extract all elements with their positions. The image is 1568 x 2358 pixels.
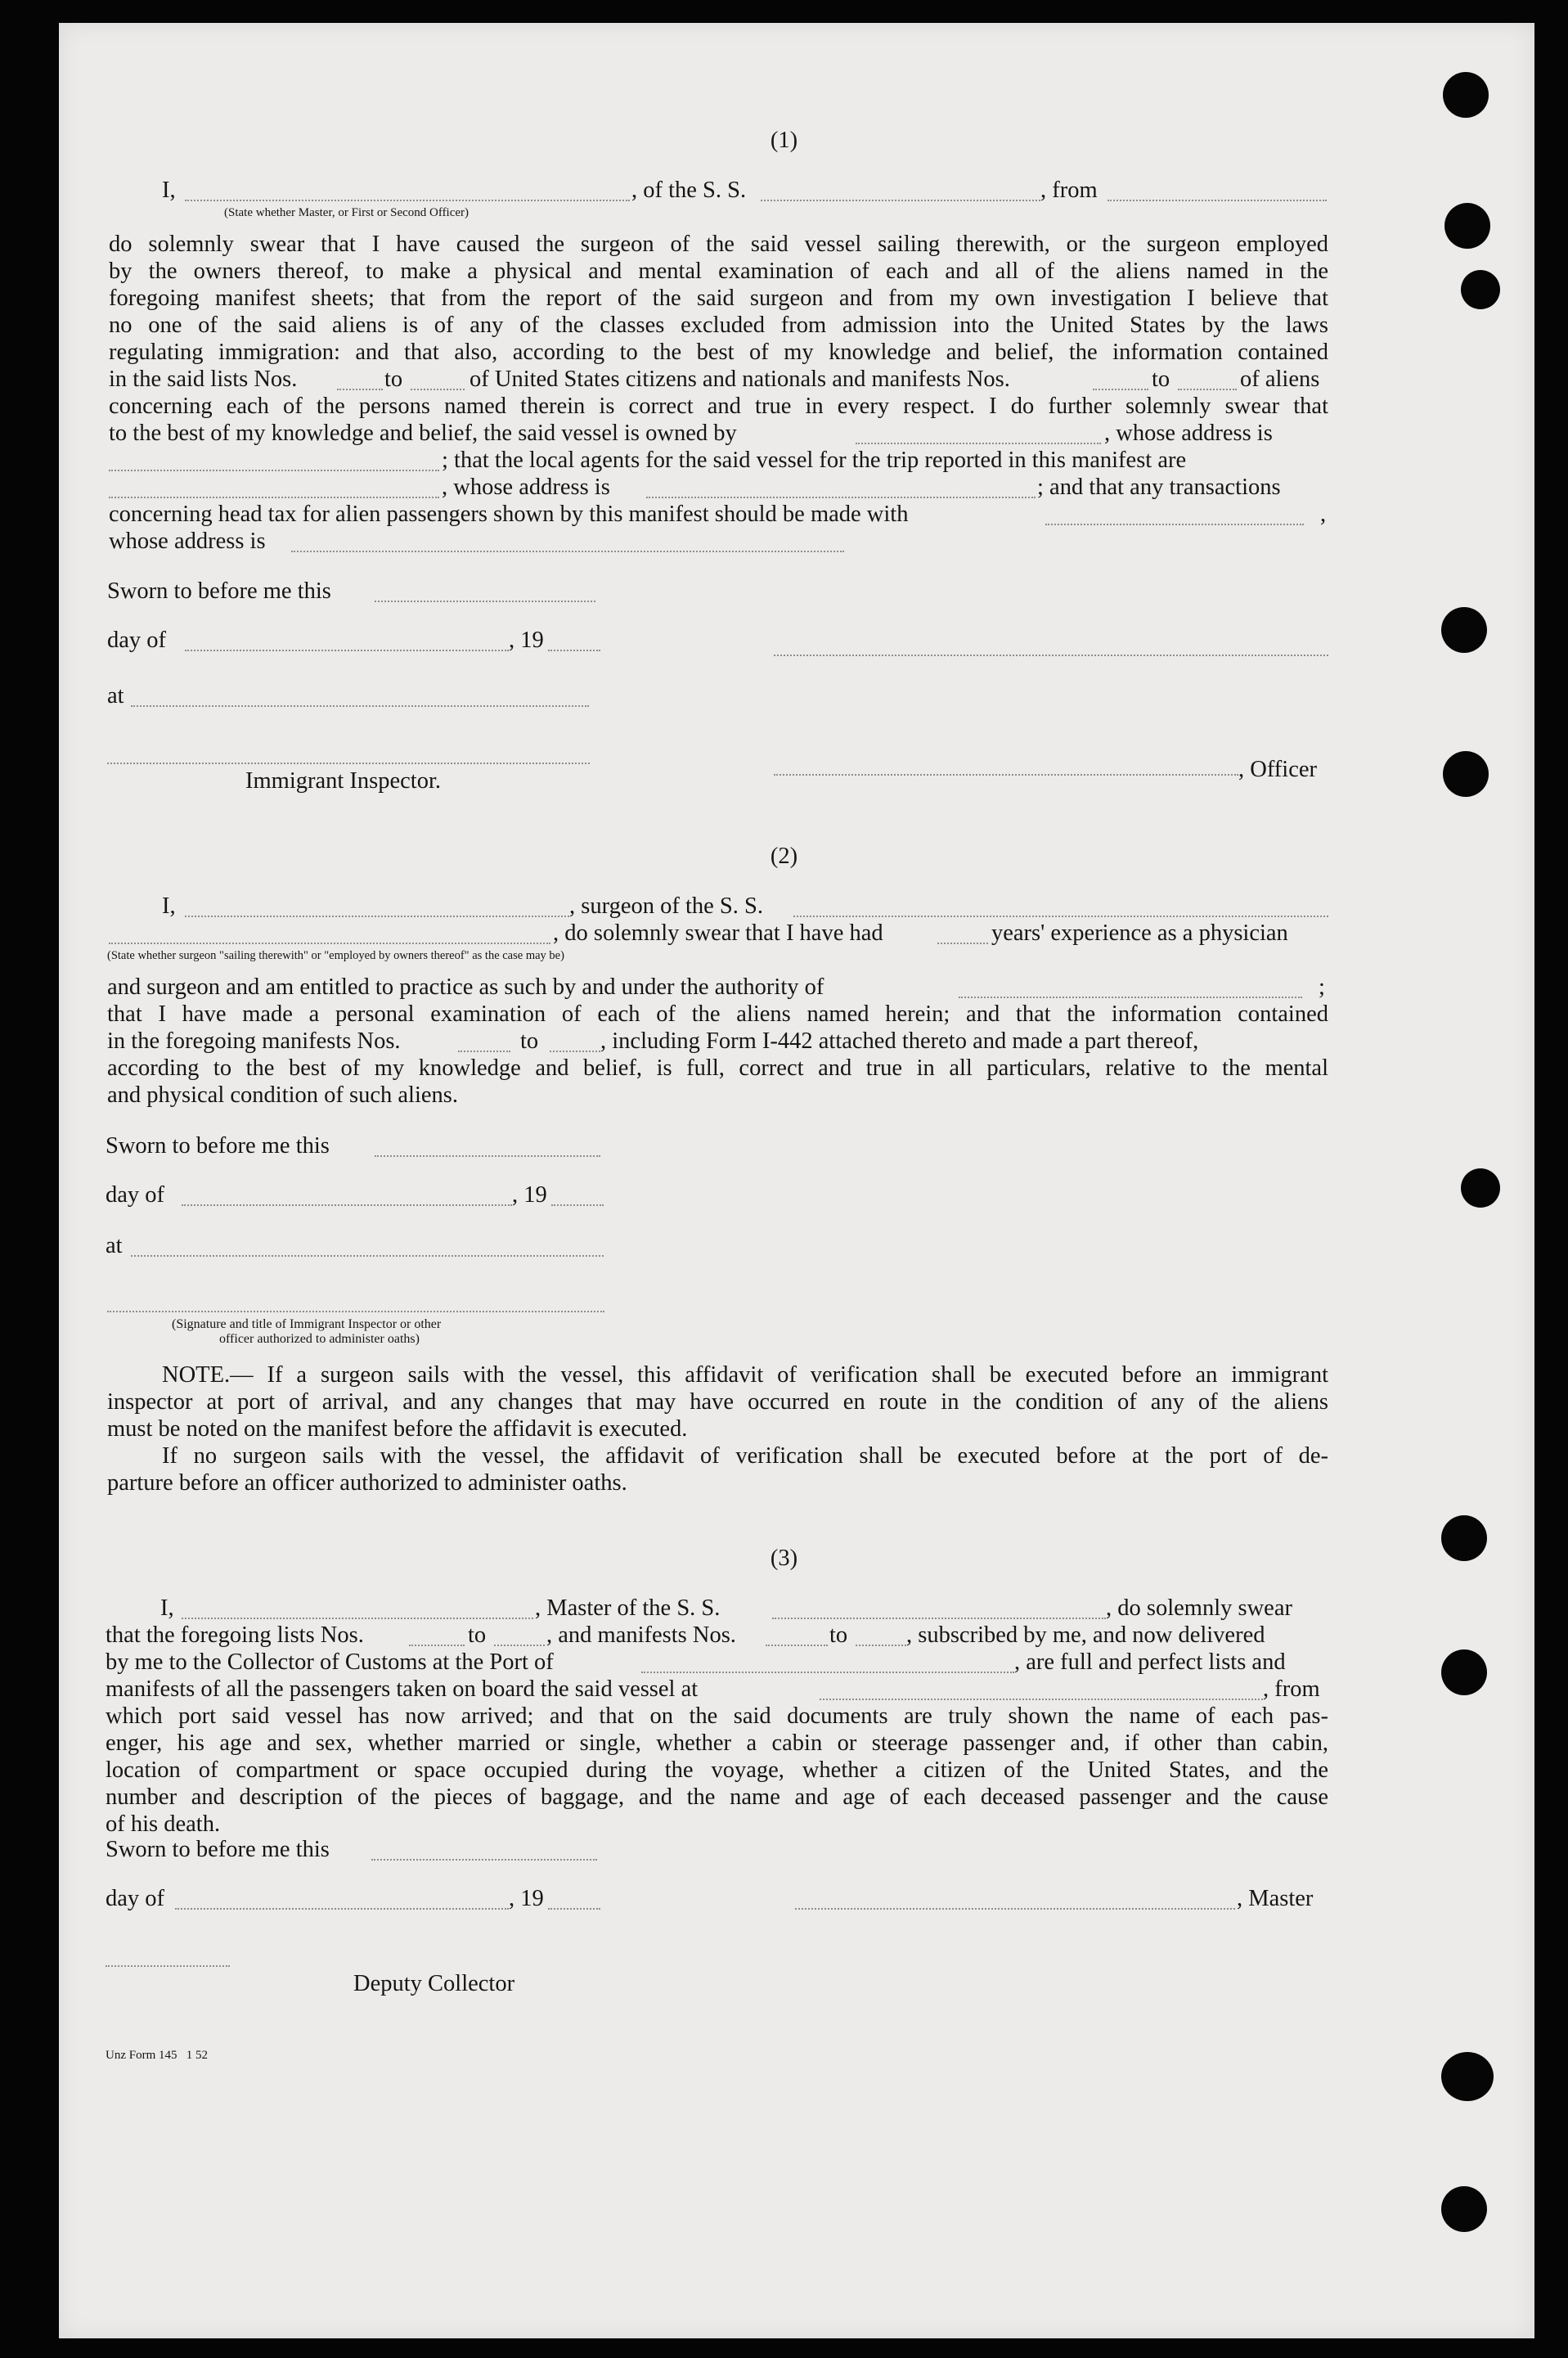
- s1-owner-address-field[interactable]: [109, 470, 439, 471]
- s1-line-11b: ,: [1320, 502, 1327, 527]
- binder-hole-2: [1444, 203, 1490, 249]
- s1-line-10a: , whose address is: [442, 475, 610, 500]
- s2-swear: , do solemnly swear that I have had: [553, 920, 883, 946]
- s1-officer-field[interactable]: [185, 200, 630, 201]
- s1-line-10b: ; and that any transactions: [1037, 475, 1281, 500]
- s1-line-6d: to: [1152, 367, 1170, 392]
- s1-line-5: regulating immigration: and that also, according to the best of my knowledge and belief, the information contained: [109, 340, 1328, 365]
- s2-years-field[interactable]: [937, 943, 988, 944]
- s2-line-5c: , including Form I-442 attached thereto and made a part thereof,: [600, 1028, 1199, 1054]
- s2-manifests-from-field[interactable]: [458, 1051, 510, 1052]
- s1-line-6b: to: [384, 367, 403, 392]
- s2-years-label: years' experience as a physician: [991, 920, 1288, 946]
- s3-line-4b: , from: [1263, 1676, 1320, 1702]
- binder-hole-10: [1441, 2186, 1487, 2232]
- s1-from: , from: [1040, 178, 1098, 203]
- s3-manifests-from-field[interactable]: [766, 1645, 828, 1646]
- note-p2-line-2: parture before an officer authorized to administer oaths.: [107, 1470, 627, 1496]
- s1-day-of: day of: [107, 628, 167, 653]
- s1-officer-note: (State whether Master, or First or Second Officer): [224, 206, 470, 219]
- s2-line-4: that I have made a personal examination of each of the aliens named herein; and that the information contained: [107, 1001, 1328, 1027]
- s1-lists-from-field[interactable]: [337, 389, 383, 390]
- s1-inspector-label: Immigrant Inspector.: [245, 768, 442, 794]
- s3-master-name-field[interactable]: [182, 1618, 533, 1619]
- s1-nineteen: , 19: [509, 628, 544, 653]
- s2-line-3: and surgeon and am entitled to practice as such by and under the authority of: [107, 974, 824, 1000]
- s1-line-12: whose address is: [109, 529, 266, 554]
- s1-headtax-address-field[interactable]: [291, 551, 844, 552]
- s2-surgeon-of-ss: , surgeon of the S. S.: [569, 893, 763, 919]
- s1-sworn-day-field[interactable]: [375, 601, 595, 602]
- s1-line-9: ; that the local agents for the said vessel for the trip reported in this manifest are: [442, 448, 1187, 473]
- s2-sworn-day-field[interactable]: [375, 1155, 600, 1157]
- s1-year-field[interactable]: [548, 650, 600, 651]
- s3-line-3a: by me to the Collector of Customs at the Port of: [106, 1649, 554, 1675]
- s2-line-5b: to: [520, 1028, 539, 1054]
- s3-sworn: Sworn to before me this: [106, 1837, 330, 1862]
- s1-lists-to-field[interactable]: [411, 389, 465, 390]
- s2-manifests-to-field[interactable]: [550, 1051, 600, 1052]
- s1-line-2: by the owners thereof, to make a physical and mental examination of each and all of the aliens named in the: [109, 259, 1328, 284]
- s1-of-ss: , of the S. S.: [631, 178, 747, 203]
- s1-line-6e: of aliens: [1240, 367, 1320, 392]
- note-p2-line-1: If no surgeon sails with the vessel, the affidavit of verification shall be executed before at the port of de-: [162, 1443, 1328, 1469]
- s2-nineteen: , 19: [512, 1182, 547, 1208]
- s1-line-11: concerning head tax for alien passengers shown by this manifest should be made with: [109, 502, 909, 527]
- s2-line-7: and physical condition of such aliens.: [107, 1082, 458, 1108]
- s2-signature-note-2: officer authorized to administer oaths): [219, 1332, 420, 1346]
- s3-line-2b: to: [468, 1622, 487, 1648]
- s3-manifests-to-field[interactable]: [856, 1645, 906, 1646]
- binder-hole-8: [1441, 1649, 1487, 1695]
- s3-line-2e: , subscribed by me, and now delivered: [906, 1622, 1265, 1648]
- s1-headtax-field[interactable]: [1045, 524, 1304, 525]
- binder-hole-6: [1461, 1168, 1500, 1208]
- binder-hole-5: [1443, 751, 1489, 797]
- s2-signature-note-1: (Signature and title of Immigrant Inspector or other: [172, 1317, 442, 1331]
- s2-year-field[interactable]: [551, 1204, 604, 1206]
- s3-line-9: of his death.: [106, 1811, 221, 1837]
- s3-line-5: which port said vessel has now arrived; and that on the said documents are truly shown the name of each pas-: [106, 1703, 1328, 1729]
- s3-sworn-day-field[interactable]: [371, 1859, 597, 1861]
- s1-month-field[interactable]: [185, 650, 509, 651]
- s1-inspector-signature-line[interactable]: [107, 763, 590, 764]
- section-3-number: (3): [770, 1546, 798, 1571]
- s3-line-4a: manifests of all the passengers taken on board the said vessel at: [106, 1676, 699, 1702]
- s3-port-field[interactable]: [641, 1672, 1014, 1673]
- s1-at: at: [107, 683, 124, 709]
- s2-surgeon-name-field[interactable]: [185, 916, 569, 917]
- s3-line-2a: that the foregoing lists Nos.: [106, 1622, 364, 1648]
- binder-hole-4: [1441, 607, 1487, 653]
- s3-master-label: , Master: [1237, 1886, 1314, 1911]
- s1-line-3: foregoing manifest sheets; that from the report of the said surgeon and from my own investigation I believe that: [109, 286, 1328, 311]
- s3-month-field[interactable]: [175, 1908, 509, 1910]
- s3-embarkation-field[interactable]: [820, 1699, 1263, 1700]
- s2-signature-line[interactable]: [107, 1311, 604, 1312]
- s3-master-signature-line[interactable]: [795, 1908, 1235, 1910]
- section-2-number: (2): [770, 844, 798, 869]
- s1-line-8a: to the best of my knowledge and belief, the said vessel is owned by: [109, 421, 737, 446]
- s1-line-8b: , whose address is: [1104, 421, 1273, 446]
- s1-officer-line[interactable]: [774, 774, 1238, 776]
- s3-swear: , do solemnly swear: [1106, 1595, 1292, 1621]
- s3-line-6: enger, his age and sex, whether married or single, whether a cabin or steerage passenger and, if other than cabin,: [106, 1730, 1328, 1756]
- s1-at-field[interactable]: [131, 705, 589, 707]
- s3-collector-signature-line[interactable]: [106, 1965, 230, 1967]
- s1-line-6a: in the said lists Nos.: [109, 367, 298, 392]
- s2-sworn: Sworn to before me this: [106, 1133, 330, 1159]
- s3-master-of-ss: , Master of the S. S.: [535, 1595, 721, 1621]
- s1-line-7: concerning each of the persons named therein is correct and true in every respect. I do further solemnly swear that: [109, 394, 1328, 419]
- s2-day-of: day of: [106, 1182, 165, 1208]
- s1-vessel-field[interactable]: [761, 200, 1040, 201]
- s1-agents-field[interactable]: [109, 497, 439, 498]
- note-p1-line-2: inspector at port of arrival, and any changes that may have occurred en route in the condition of any of the aliens: [107, 1389, 1328, 1415]
- s1-owner-field[interactable]: [856, 443, 1101, 444]
- form-id: Unz Form 145 1 52: [106, 2049, 208, 2062]
- s1-officer-signature-line[interactable]: [774, 655, 1328, 656]
- s1-i: I,: [162, 178, 176, 203]
- section-1-number: (1): [770, 128, 798, 153]
- binder-hole-9: [1441, 2052, 1494, 2101]
- s3-year-field[interactable]: [548, 1908, 600, 1910]
- note-p1-line-3: must be noted on the manifest before the affidavit is executed.: [107, 1416, 688, 1442]
- s1-agents-address-field[interactable]: [646, 497, 1036, 498]
- s1-officer-label: , Officer: [1238, 757, 1318, 782]
- s2-authority-field[interactable]: [959, 997, 1302, 998]
- s3-deputy-label: Deputy Collector: [353, 1971, 515, 1996]
- s3-i: I,: [160, 1595, 174, 1621]
- s3-line-7: location of compartment or space occupied during the voyage, whether a citizen of the United States, and the: [106, 1757, 1328, 1783]
- s3-nineteen: , 19: [509, 1886, 544, 1911]
- s2-line-3b: ;: [1319, 974, 1325, 1000]
- s3-lists-from-field[interactable]: [409, 1645, 465, 1646]
- s1-line-4: no one of the said aliens is of any of the classes excluded from admission into the United States by the laws: [109, 313, 1328, 338]
- s1-line-6c: of United States citizens and nationals and manifests Nos.: [470, 367, 1010, 392]
- s1-manifests-to-field[interactable]: [1178, 389, 1237, 390]
- binder-hole-3: [1461, 270, 1500, 309]
- s2-i: I,: [162, 893, 176, 919]
- s2-at: at: [106, 1233, 123, 1258]
- s2-line-5a: in the foregoing manifests Nos.: [107, 1028, 401, 1054]
- s3-line-3b: , are full and perfect lists and: [1014, 1649, 1286, 1675]
- s2-sailing-status-field[interactable]: [109, 943, 550, 944]
- s2-line-6: according to the best of my knowledge and belief, is full, correct and true in all particulars, relative to the mental: [107, 1055, 1328, 1081]
- s3-line-2c: , and manifests Nos.: [546, 1622, 736, 1648]
- s1-line-1: do solemnly swear that I have caused the surgeon of the said vessel sailing therewith, or the surgeon employed: [109, 232, 1328, 257]
- s3-lists-to-field[interactable]: [494, 1645, 545, 1646]
- s3-line-8: number and description of the pieces of baggage, and the name and age of each deceased passenger and the cause: [106, 1784, 1328, 1810]
- s2-at-field[interactable]: [131, 1255, 604, 1257]
- s2-surgeon-note: (State whether surgeon "sailing therewith" or "employed by owners thereof" as the case may be): [107, 949, 564, 962]
- s2-month-field[interactable]: [182, 1204, 512, 1206]
- s1-manifests-from-field[interactable]: [1093, 389, 1148, 390]
- s2-vessel-field[interactable]: [793, 916, 1328, 917]
- s1-sworn: Sworn to before me this: [107, 578, 331, 604]
- binder-hole-1: [1443, 72, 1489, 118]
- note-p1-line-1: NOTE.— If a surgeon sails with the vessel, this affidavit of verification shall be executed before an immigrant: [162, 1362, 1328, 1388]
- s3-vessel-field[interactable]: [772, 1618, 1106, 1619]
- s3-day-of: day of: [106, 1886, 165, 1911]
- s3-line-2d: to: [829, 1622, 848, 1648]
- s1-from-field[interactable]: [1107, 200, 1327, 201]
